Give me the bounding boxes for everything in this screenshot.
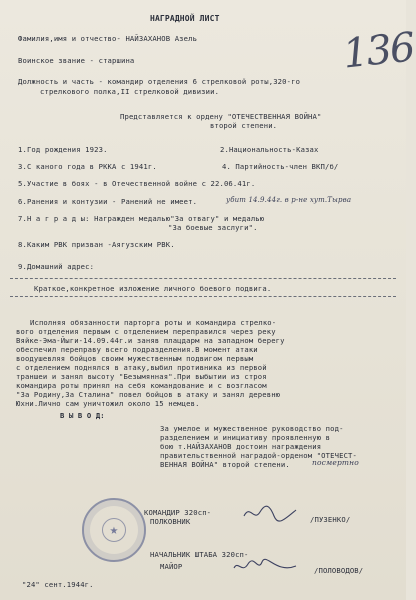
field-party: 4. Партийность-член ВКП/б/: [222, 162, 339, 171]
field-combat: 5.Участие в боях - в Отечественной войне с 22.06.41г.: [18, 179, 256, 188]
feat-line: с отделением поднялся в атаку,выбил противника из первой: [16, 363, 267, 372]
feat-line: командира роты принял на себя командование и с возгласом: [16, 381, 267, 390]
field-army-since: 3.С каного года в РККА с 1941г.: [18, 162, 157, 171]
field-awards: 7.Н а г р а д ы: Награжден медалью"За отвагу" и медалью: [18, 214, 265, 223]
commander-name: /ПУЗЕНКО/: [310, 515, 351, 524]
chief-of-staff-title: НАЧАЛЬНИК ШТАБА 320сп-: [150, 550, 249, 559]
round-seal-stamp: [82, 498, 146, 562]
feat-line: Исполняя обязанности парторга роты и командира стрелко-: [30, 318, 277, 327]
nomination-line-2: второй степени.: [210, 121, 278, 130]
star-icon: ★: [102, 518, 126, 542]
conclusion-line: бою т.НАЙЗАХАНОВ достоин награждения: [160, 442, 322, 451]
conclusion-label: В Ы В О Д:: [60, 411, 105, 420]
field-home-address: 9.Домашний адрес:: [18, 262, 95, 271]
commander-rank: ПОЛКОВНИК: [150, 517, 191, 526]
commander-signature: [240, 502, 300, 524]
feat-line: Юхни.Лично сам уничтожил около 15 немцев.: [16, 399, 200, 408]
document-date: "24" сент.1944г.: [22, 580, 94, 589]
rank-line: Воинское звание - старшина: [18, 56, 135, 65]
feat-line: Вяйке-Эма-Йыги-14.09.44г.и заняв плацдарм на западном берегу: [16, 336, 285, 345]
chief-of-staff-rank: МАЙОР: [160, 562, 183, 571]
name-line: Фамилия,имя и отчество- НАЙЗАХАНОВ Азель: [18, 34, 198, 43]
field-draft-office: 8.Каким РВК призван -Аягузским РВК.: [18, 240, 175, 249]
divider-bottom: [10, 296, 396, 297]
divider-top: [10, 278, 396, 279]
feat-line: траншеи и занял высоту "Безымянная".При выбытии из строя: [16, 372, 267, 381]
feat-line: обеспечил переправу всего подразделения.В момент атаки: [16, 345, 258, 354]
conclusion-line: ВЕННАЯ ВОЙНА" второй степени.: [160, 460, 290, 469]
field-nationality: 2.Национальность-Казах: [220, 145, 319, 154]
chief-of-staff-name: /ПОЛОВОДОВ/: [314, 566, 364, 575]
commander-title: КОМАНДИР 320сп-: [144, 508, 212, 517]
field-birth-year: 1.Год рождения 1923.: [18, 145, 108, 154]
feat-heading: Краткое,конкретное изложение личного боевого подвига.: [34, 284, 272, 293]
feat-line: вого отделения первым с отделением переправился через реку: [16, 327, 276, 336]
feat-line: воодушевляя бойцов своим мужественным подвигом первым: [16, 354, 254, 363]
handwritten-posthumous: посмертно: [312, 458, 359, 467]
conclusion-line: правительственной наградой-орденом "ОТЕЧЕСТ-: [160, 451, 357, 460]
conclusion-line: разделением и инициативу проявленную в: [160, 433, 331, 442]
field-wounds: 6.Ранения и контузии - Ранений не имеет.: [18, 197, 198, 206]
nomination-line-1: Представляется к ордену "ОТЕЧЕСТВЕННАЯ ВОЙНА": [120, 112, 322, 121]
conclusion-line: За умелое и мужественное руководство под-: [160, 424, 344, 433]
position-line-1: Должность и часть - командир отделения 6 стрелковой роты,320-го: [18, 77, 301, 86]
position-line-2: стрелкового полка,II стрелковой дивизии.: [40, 87, 220, 96]
archive-number: 136: [340, 24, 416, 78]
field-awards-cont: "За боевые заслуги".: [168, 223, 258, 232]
feat-line: "За Родину,За Сталина" повел бойцов в атаку и занял деревню: [16, 390, 281, 399]
chief-of-staff-signature: [230, 556, 300, 578]
handwritten-killed-note: убит 14.9.44г. в р-не хут.Тырва: [226, 196, 352, 204]
document-title: НАГРАДНОЙ ЛИСТ: [150, 14, 220, 23]
